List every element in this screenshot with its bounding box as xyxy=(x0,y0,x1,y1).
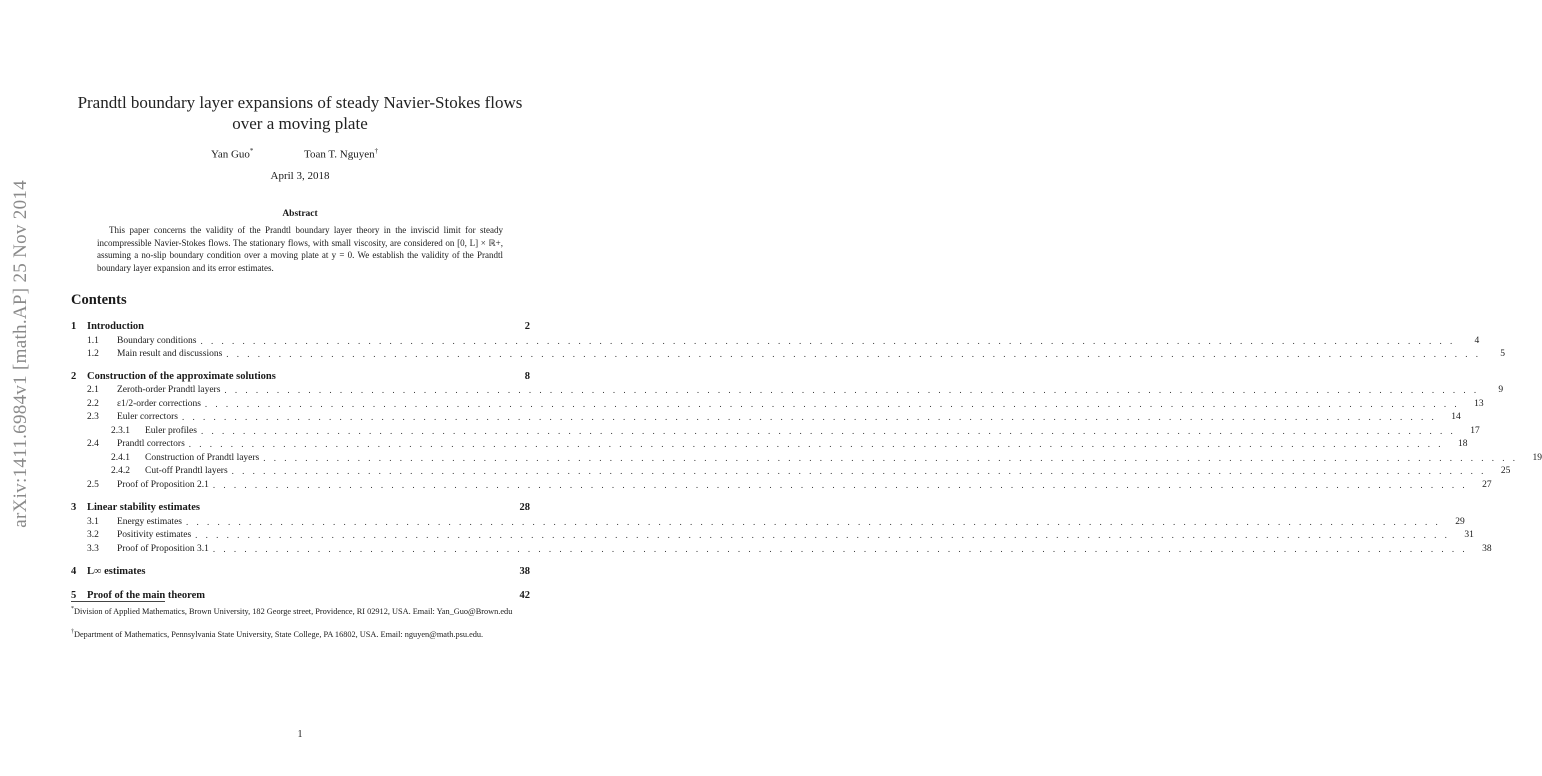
toc-leader-dots: . . . . . . . . . . . . . . . . . . . . . . . . . . . . . . . . . . . . . . . . . . . . . . . . . . . . . . . . . . . . . . . . . . . . . . . . . . . . . . . . . . . . . . . . . . . . . . . . . . . . . . . . . . . . . . . . . . . . . . . . xyxy=(263,453,1518,463)
author-2-mark: † xyxy=(374,147,379,155)
footnote-1-mark: * xyxy=(71,606,74,612)
toc-entry-label: Linear stability estimates xyxy=(87,502,200,513)
toc-entry-label: L∞ estimates xyxy=(87,566,146,577)
footnote-2-mark: † xyxy=(71,629,74,635)
toc-entry-1-2[interactable] xyxy=(71,347,1506,359)
toc-entry-number: 2.3.1 xyxy=(111,426,130,436)
toc-leader-dots: . . . . . . . . . . . . . . . . . . . . . . . . . . . . . . . . . . . . . . . . . . . . . . . . . . . . . . . . . . . . . . . . . . . . . . . . . . . . . . . . . . . . . . . . . . . . . . . . . . . . . . . . . . . . . . . . . . . . . . . . xyxy=(200,336,1456,346)
toc-entry-number: 2.1 xyxy=(87,385,99,395)
toc-entry-3-2[interactable] xyxy=(71,528,1474,540)
footnote-rule xyxy=(71,601,165,602)
toc-entry-number: 5 xyxy=(71,590,77,601)
toc-entry-label: Zeroth-order Prandtl layers xyxy=(117,385,221,395)
toc-entry-label: Proof of Proposition 2.1 xyxy=(117,480,209,490)
toc-entry-page: 19 xyxy=(1532,453,1542,463)
toc-entry-page: 9 xyxy=(1498,385,1504,395)
toc-entry-label: Boundary conditions xyxy=(117,336,197,346)
footnote-1-text: Division of Applied Mathematics, Brown University, 182 George street, Providence, RI 02912, USA. Email: Yan_Guo@Brown.edu xyxy=(74,606,513,616)
toc-entry-number: 2.4 xyxy=(87,439,99,449)
toc-entry-label: Introduction xyxy=(87,321,144,332)
toc-entry-label: Proof of the main theorem xyxy=(87,590,206,601)
paper-date: April 3, 2018 xyxy=(270,170,330,182)
toc-entry-number: 1 xyxy=(71,321,77,332)
toc-entry-page: 17 xyxy=(1470,426,1480,436)
toc-entry-page: 8 xyxy=(524,371,530,382)
toc-entry-2-4-1[interactable] xyxy=(71,451,1542,463)
abstract-heading: Abstract xyxy=(282,209,318,219)
toc-entry-label: Main result and discussions xyxy=(117,349,223,359)
toc-leader-dots: . . . . . . . . . . . . . . . . . . . . . . . . . . . . . . . . . . . . . . . . . . . . . . . . . . . . . . . . . . . . . . . . . . . . . . . . . . . . . . . . . . . . . . . . . . . . . . . . . . . . . . . . . . . . . . . . . . . . . . . . xyxy=(212,544,1468,554)
toc-entry-page: 38 xyxy=(1482,544,1492,554)
footnote-2 xyxy=(71,627,530,640)
abstract-text: This paper concerns the validity of the Prandtl boundary layer theory in the inviscid limit for steady incompressible Navier-Stokes flows. The stationary flows, with small viscosity, are considered on [0, L] × ℝ+, assuming a no-slip boundary condition over a moving plate at y = 0. We establish the validity of the Prandtl boundary layer expansion and its error estimates. xyxy=(97,225,503,273)
toc-entry-2-3[interactable] xyxy=(71,410,1461,422)
toc-leader-dots: . . . . . . . . . . . . . . . . . . . . . . . . . . . . . . . . . . . . . . . . . . . . . . . . . . . . . . . . . . . . . . . . . . . . . . . . . . . . . . . . . . . . . . . . . . . . . . . . . . . . . . . . . . . . . . . . . . . . . . . . xyxy=(188,439,1444,449)
author-2 xyxy=(304,147,378,161)
toc-entry-2-4-2[interactable] xyxy=(71,464,1511,476)
toc-entry-4[interactable] xyxy=(71,565,530,577)
toc-entry-number: 2.2 xyxy=(87,399,99,409)
toc-entry-page: 25 xyxy=(1500,466,1511,476)
toc-entry-page: 42 xyxy=(519,590,530,601)
toc-leader-dots: . . . . . . . . . . . . . . . . . . . . . . . . . . . . . . . . . . . . . . . . . . . . . . . . . . . . . . . . . . . . . . . . . . . . . . . . . . . . . . . . . . . . . . . . . . . . . . . . . . . . . . . . . . . . . . . . . . . . . . . . xyxy=(195,530,1450,540)
author-1-mark: * xyxy=(249,147,254,155)
toc-entry-5[interactable] xyxy=(71,589,530,601)
toc-entry-page: 5 xyxy=(1500,349,1506,359)
toc-entry-number: 4 xyxy=(71,566,77,577)
toc-leader-dots: . . . . . . . . . . . . . . . . . . . . . . . . . . . . . . . . . . . . . . . . . . . . . . . . . . . . . . . . . . . . . . . . . . . . . . . . . . . . . . . . . . . . . . . . . . . . . . . . . . . . . . . . . . . . . . . . . . . . . . . . xyxy=(226,349,1482,359)
toc-leader-dots: . . . . . . . . . . . . . . . . . . . . . . . . . . . . . . . . . . . . . . . . . . . . . . . . . . . . . . . . . . . . . . . . . . . . . . . . . . . . . . . . . . . . . . . . . . . . . . . . . . . . . . . . . . . . . . . . . . . . . . . . xyxy=(212,480,1468,490)
toc-entry-label: Construction of Prandtl layers xyxy=(145,453,260,463)
toc-entry-3-3[interactable] xyxy=(71,542,1492,554)
toc-entry-label: Prandtl correctors xyxy=(117,439,185,449)
toc-entry-1[interactable] xyxy=(71,320,530,332)
toc-entry-page: 14 xyxy=(1451,412,1461,422)
toc-entry-page: 38 xyxy=(519,566,530,577)
toc-leader-dots: . . . . . . . . . . . . . . . . . . . . . . . . . . . . . . . . . . . . . . . . . . . . . . . . . . . . . . . . . . . . . . . . . . . . . . . . . . . . . . . . . . . . . . . . . . . . . . . . . . . . . . . . . . . . . . . . . . . . . . . . xyxy=(204,399,1460,409)
paper-title-line-2: over a moving plate xyxy=(232,114,368,133)
toc-leader-dots: . . . . . . . . . . . . . . . . . . . . . . . . . . . . . . . . . . . . . . . . . . . . . . . . . . . . . . . . . . . . . . . . . . . . . . . . . . . . . . . . . . . . . . . . . . . . . . . . . . . . . . . . . . . . . . . . . . . . . . . . xyxy=(181,412,1437,422)
toc-entry-number: 3 xyxy=(71,502,77,513)
toc-entry-number: 2.4.2 xyxy=(111,466,130,476)
toc-entry-label: Energy estimates xyxy=(117,517,182,527)
toc-entry-label: Proof of Proposition 3.1 xyxy=(117,544,209,554)
toc-entry-number: 2.3 xyxy=(87,412,99,422)
toc-entry-page: 27 xyxy=(1482,480,1492,490)
author-1-name: Yan Guo xyxy=(211,148,250,161)
toc-entry-label: ε1/2-order corrections xyxy=(117,399,201,409)
toc-entry-label: Euler correctors xyxy=(117,412,178,422)
toc-entry-page: 18 xyxy=(1458,439,1468,449)
toc-leader-dots: . . . . . . . . . . . . . . . . . . . . . . . . . . . . . . . . . . . . . . . . . . . . . . . . . . . . . . . . . . . . . . . . . . . . . . . . . . . . . . . . . . . . . . . . . . . . . . . . . . . . . . . . . . . . . . . . . . . . . . . . xyxy=(186,517,1441,527)
toc-entry-page: 29 xyxy=(1455,517,1465,527)
toc-entry-label: Euler profiles xyxy=(145,426,197,436)
toc-entry-number: 1.2 xyxy=(87,349,99,359)
toc-entry-label: Construction of the approximate solutions xyxy=(87,371,276,382)
paper-title-line-1: Prandtl boundary layer expansions of steady Navier-Stokes flows xyxy=(77,93,523,112)
toc-entry-2-2[interactable] xyxy=(71,397,1484,409)
toc-leader-dots: . . . . . . . . . . . . . . . . . . . . . . . . . . . . . . . . . . . . . . . . . . . . . . . . . . . . . . . . . . . . . . . . . . . . . . . . . . . . . . . . . . . . . . . . . . . . . . . . . . . . . . . . . . . . . . . . . . . . . . . . xyxy=(200,426,1456,436)
toc-entry-label: Positivity estimates xyxy=(117,530,192,540)
toc-entry-page: 4 xyxy=(1474,336,1480,346)
arxiv-identifier: arXiv:1411.6984v1 [math.AP] 25 Nov 2014 xyxy=(10,180,31,528)
toc-entry-label: Cut-off Prandtl layers xyxy=(145,466,228,476)
toc-leader-dots: . . . . . . . . . . . . . . . . . . . . . . . . . . . . . . . . . . . . . . . . . . . . . . . . . . . . . . . . . . . . . . . . . . . . . . . . . . . . . . . . . . . . . . . . . . . . . . . . . . . . . . . . . . . . . . . . . . . . . . . . xyxy=(224,385,1480,395)
toc-leader-dots: . . . . . . . . . . . . . . . . . . . . . . . . . . . . . . . . . . . . . . . . . . . . . . . . . . . . . . . . . . . . . . . . . . . . . . . . . . . . . . . . . . . . . . . . . . . . . . . . . . . . . . . . . . . . . . . . . . . . . . . . xyxy=(231,466,1487,476)
toc-entry-3[interactable] xyxy=(71,501,530,513)
contents-heading: Contents xyxy=(71,292,127,308)
page-number: 1 xyxy=(297,729,303,740)
toc-entry-number: 2.4.1 xyxy=(111,453,130,463)
toc-entry-2-4[interactable] xyxy=(71,437,1468,449)
toc-entry-3-1[interactable] xyxy=(71,515,1465,527)
author-1 xyxy=(211,147,253,161)
toc-entry-2-1[interactable] xyxy=(71,383,1504,395)
toc-entry-page: 28 xyxy=(519,502,530,513)
toc-entry-2-5[interactable] xyxy=(71,478,1492,490)
toc-entry-number: 1.1 xyxy=(87,336,99,346)
author-2-name: Toan T. Nguyen xyxy=(304,148,375,161)
footnote-2-text: Department of Mathematics, Pennsylvania State University, State College, PA 16802, USA. Email: nguyen@math.psu.edu. xyxy=(74,629,484,639)
toc-entry-page: 13 xyxy=(1474,399,1484,409)
toc-entry-number: 2 xyxy=(71,371,77,382)
footnote-1 xyxy=(71,604,530,617)
toc-entry-number: 3.3 xyxy=(87,544,99,554)
toc-entry-1-1[interactable] xyxy=(71,334,1480,346)
toc-entry-2[interactable] xyxy=(71,370,530,382)
toc-entry-page: 31 xyxy=(1464,530,1474,540)
toc-entry-number: 3.2 xyxy=(87,530,99,540)
toc-entry-page: 2 xyxy=(524,321,530,332)
toc-entry-2-3-1[interactable] xyxy=(71,424,1480,436)
toc-entry-number: 3.1 xyxy=(87,517,99,527)
toc-entry-number: 2.5 xyxy=(87,480,99,490)
